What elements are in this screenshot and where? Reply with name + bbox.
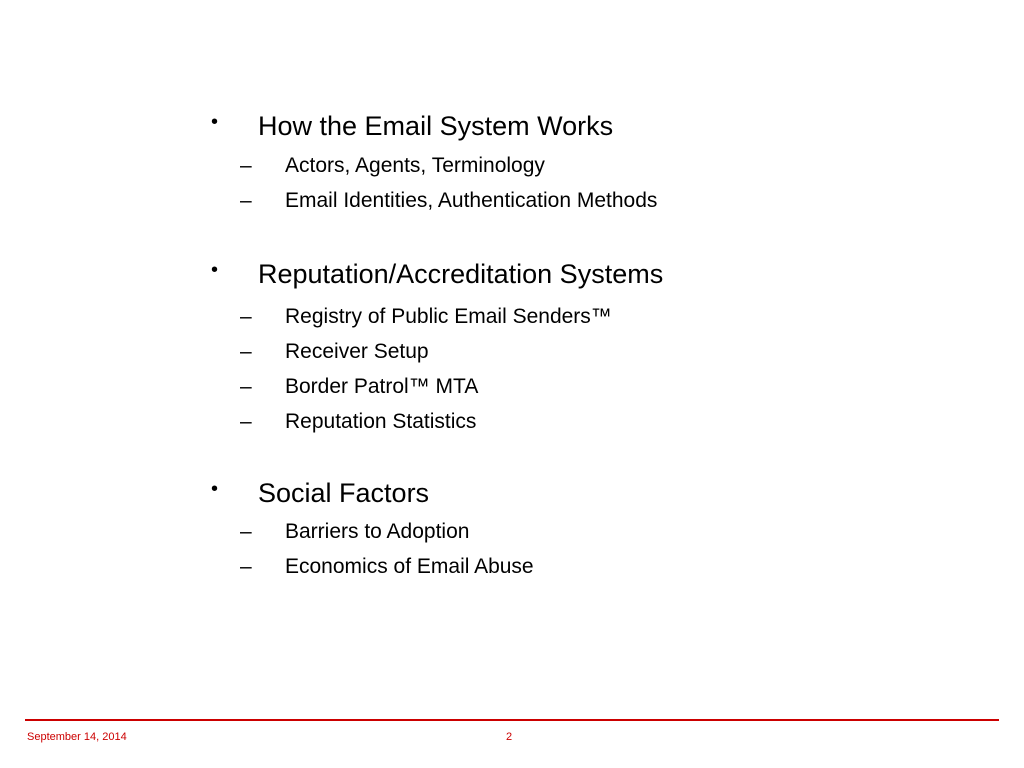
- heading-text: Social Factors: [258, 478, 430, 508]
- dash-icon: –: [240, 375, 252, 398]
- page-number: 2: [506, 731, 513, 743]
- subitem-text: Barriers to Adoption: [285, 520, 470, 543]
- subitem-text: Receiver Setup: [285, 340, 429, 363]
- footer-date: September 14, 2014: [27, 731, 127, 743]
- dash-icon: –: [240, 154, 252, 177]
- heading-text: How the Email System Works: [258, 111, 614, 141]
- subitem-text: Reputation Statistics: [285, 410, 477, 433]
- dash-icon: –: [240, 189, 252, 212]
- subitem-text: Registry of Public Email Senders™: [285, 305, 612, 328]
- dash-icon: –: [240, 555, 252, 578]
- bullet-icon: •: [211, 478, 219, 500]
- bullet-icon: •: [211, 111, 219, 133]
- dash-icon: –: [240, 410, 252, 433]
- dash-icon: –: [240, 520, 252, 543]
- subitem-text: Border Patrol™ MTA: [285, 375, 479, 398]
- subitem-text: Email Identities, Authentication Methods: [285, 189, 658, 212]
- footer-divider: [25, 719, 999, 721]
- bullet-icon: •: [211, 259, 219, 281]
- heading-text: Reputation/Accreditation Systems: [258, 259, 664, 289]
- dash-icon: –: [240, 305, 252, 328]
- subitem-text: Economics of Email Abuse: [285, 555, 534, 578]
- subitem-text: Actors, Agents, Terminology: [285, 154, 545, 177]
- dash-icon: –: [240, 340, 252, 363]
